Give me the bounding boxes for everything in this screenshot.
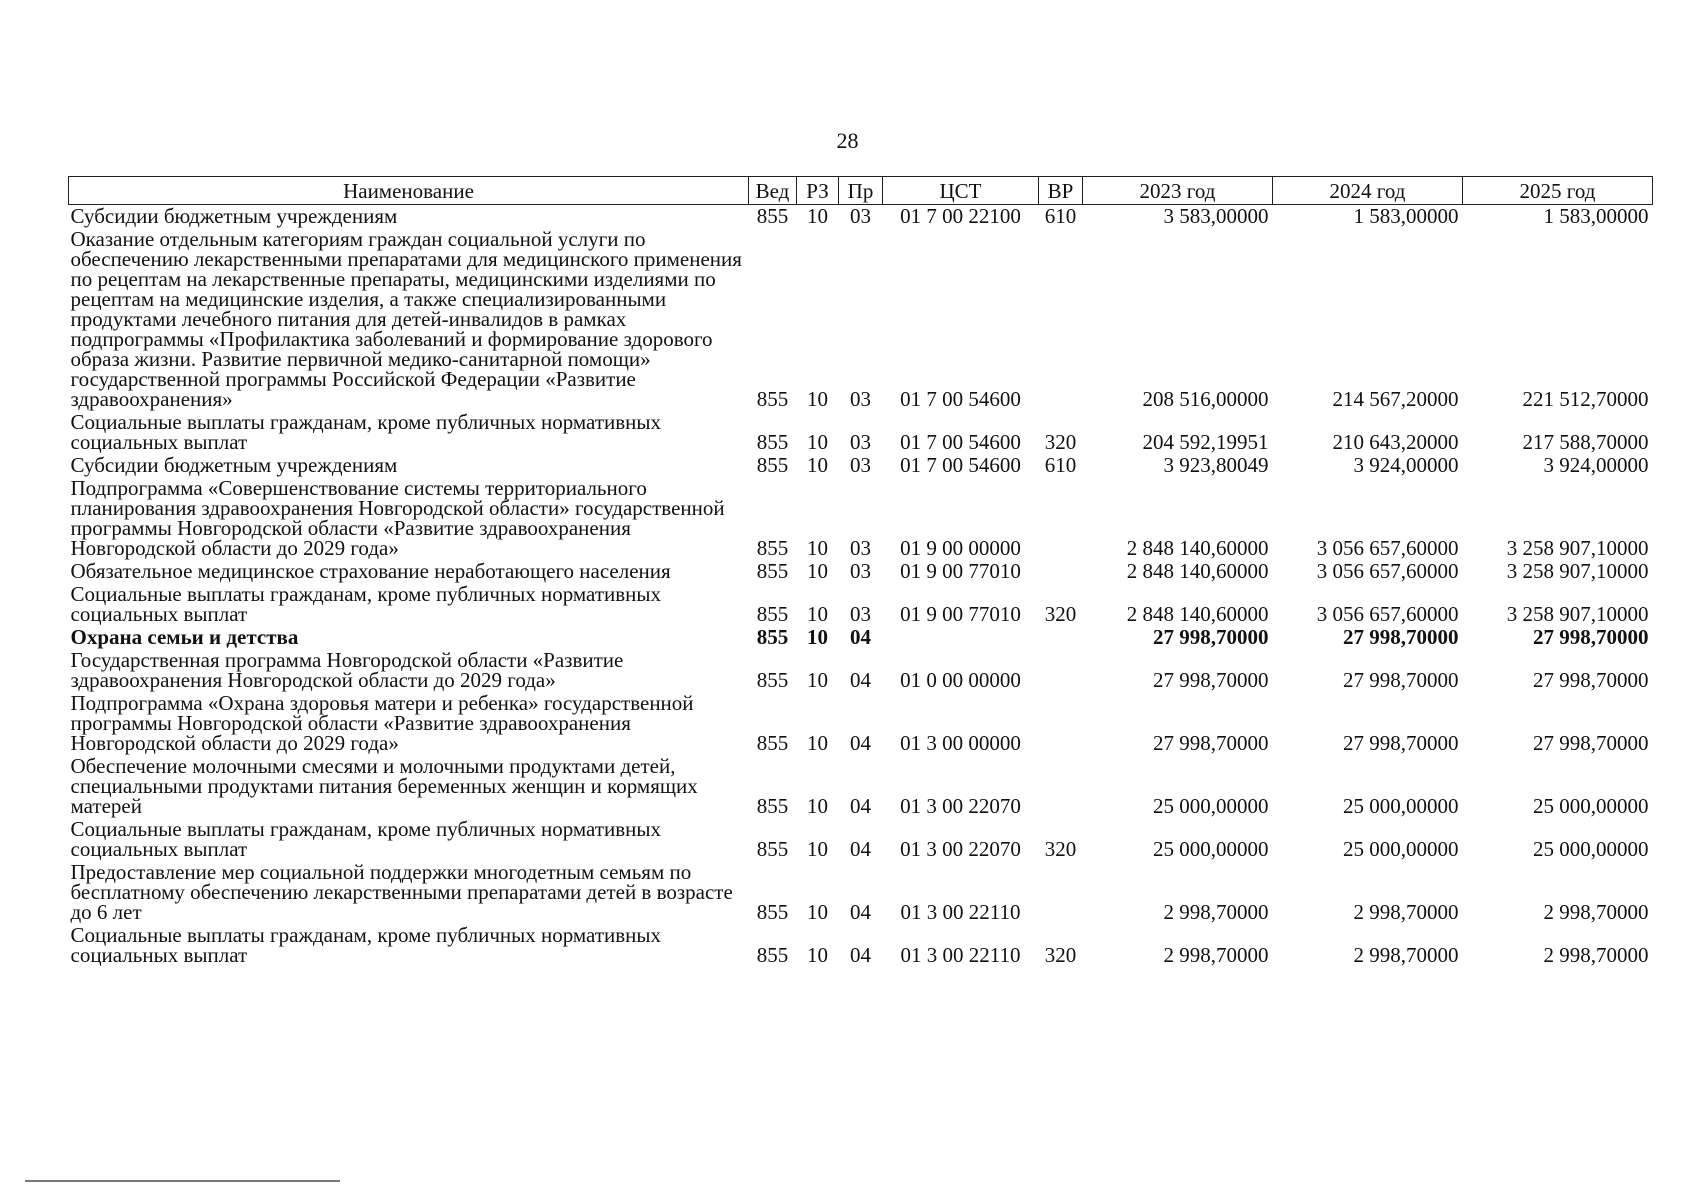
cell-name: Охрана семьи и детства (70, 625, 299, 649)
table-row (69, 560, 1653, 583)
cell-vr: 320 (1044, 837, 1077, 861)
header-2024: 2024 год (1273, 177, 1463, 205)
header-rz: РЗ (797, 177, 839, 205)
cell-y2024: 3 056 657,60000 (1316, 559, 1459, 583)
cell-cst: 01 3 00 22070 (900, 794, 1021, 818)
cell-cst: 01 9 00 00000 (900, 536, 1021, 560)
cell-y2025: 25 000,00000 (1533, 794, 1649, 818)
cell-y2024: 25 000,00000 (1343, 794, 1459, 818)
cell-y2025: 221 512,70000 (1522, 387, 1649, 411)
cell-rz: 10 (807, 731, 828, 755)
cell-y2024: 2 998,70000 (1353, 943, 1459, 967)
cell-rz: 10 (807, 387, 828, 411)
cell-y2024: 2 998,70000 (1353, 900, 1459, 924)
cell-ved: 855 (756, 430, 789, 454)
cell-pr: 04 (850, 837, 871, 861)
cell-pr: 04 (850, 900, 871, 924)
cell-ved: 855 (756, 559, 789, 583)
table-header-row (69, 177, 1653, 205)
header-ved: Вед (749, 177, 797, 205)
cell-y2024: 210 643,20000 (1332, 430, 1459, 454)
cell-y2023: 25 000,00000 (1153, 794, 1269, 818)
table-row (69, 411, 1653, 454)
cell-vr (1039, 649, 1083, 692)
cell-rz: 10 (807, 204, 828, 228)
cell-name: Субсидии бюджетным учреждениям (70, 204, 398, 228)
cell-rz: 10 (807, 625, 828, 649)
cell-rz: 10 (807, 559, 828, 583)
table-row (69, 454, 1653, 477)
cell-y2025: 217 588,70000 (1522, 430, 1649, 454)
cell-rz: 10 (807, 668, 828, 692)
cell-ved: 855 (756, 668, 789, 692)
cell-y2023: 204 592,19951 (1142, 430, 1269, 454)
cell-ved: 855 (756, 794, 789, 818)
cell-cst: 01 7 00 54600 (900, 387, 1021, 411)
cell-ved: 855 (756, 900, 789, 924)
cell-vr (1039, 477, 1083, 560)
cell-name: Оказание отдельным категориям граждан социальной услуги по обеспечению лекарственными препаратами для медицинского применения по рецептам на лекарственные препараты, медицинскими изделиями по рецептам на медицинские изделия, а также специализированными продуктами лечебного питания для детей-инвалидов в рамках подпрограммы «Профилактика заболеваний и формирование здорового образа жизни. Развитие первичной медико-санитарной помощи» государственной программы Российской Федерации «Развитие здравоохранения» (70, 227, 742, 411)
header-vr: ВР (1039, 177, 1083, 205)
cell-rz: 10 (807, 536, 828, 560)
cell-y2025: 3 258 907,10000 (1506, 536, 1649, 560)
cell-y2025: 2 998,70000 (1543, 900, 1649, 924)
cell-ved: 855 (756, 602, 789, 626)
cell-pr: 03 (850, 602, 871, 626)
cell-rz: 10 (807, 794, 828, 818)
header-cst: ЦСТ (883, 177, 1039, 205)
cell-name: Предоставление мер социальной поддержки многодетным семьям по бесплатному обеспечению лекарственными препаратами детей в возрасте до 6 лет (70, 860, 733, 924)
cell-y2024: 27 998,70000 (1343, 625, 1459, 649)
cell-name: Социальные выплаты гражданам, кроме публичных нормативных социальных выплат (70, 923, 662, 967)
cell-vr (1039, 626, 1083, 649)
cell-pr: 03 (850, 430, 871, 454)
cell-cst: 01 3 00 22110 (900, 943, 1021, 967)
cell-pr: 04 (850, 668, 871, 692)
cell-rz: 10 (807, 430, 828, 454)
table-row (69, 583, 1653, 626)
cell-ved: 855 (756, 731, 789, 755)
cell-y2024: 25 000,00000 (1343, 837, 1459, 861)
cell-y2025: 1 583,00000 (1543, 204, 1649, 228)
table-row (69, 861, 1653, 924)
header-pr: Пр (839, 177, 883, 205)
cell-vr (1039, 861, 1083, 924)
cell-vr: 610 (1044, 204, 1077, 228)
cell-y2023: 208 516,00000 (1142, 387, 1269, 411)
cell-vr (1039, 228, 1083, 411)
page-number: 28 (836, 128, 859, 153)
cell-pr: 03 (850, 559, 871, 583)
cell-y2023: 2 848 140,60000 (1126, 559, 1269, 583)
cell-cst: 01 9 00 77010 (900, 602, 1021, 626)
cell-y2024: 214 567,20000 (1332, 387, 1459, 411)
cell-pr: 04 (850, 943, 871, 967)
cell-y2025: 27 998,70000 (1533, 668, 1649, 692)
cell-y2024: 3 924,00000 (1353, 453, 1459, 477)
cell-y2025: 3 258 907,10000 (1506, 559, 1649, 583)
cell-rz: 10 (807, 943, 828, 967)
cell-name: Субсидии бюджетным учреждениям (70, 453, 398, 477)
cell-y2025: 27 998,70000 (1533, 625, 1649, 649)
cell-name: Социальные выплаты гражданам, кроме публичных нормативных социальных выплат (70, 817, 662, 861)
table-row (69, 477, 1653, 560)
cell-y2024: 27 998,70000 (1343, 668, 1459, 692)
cell-ved: 855 (756, 204, 789, 228)
cell-rz: 10 (807, 453, 828, 477)
cell-name: Социальные выплаты гражданам, кроме публичных нормативных социальных выплат (70, 410, 662, 454)
cell-y2024: 1 583,00000 (1353, 204, 1459, 228)
cell-y2023: 2 848 140,60000 (1126, 602, 1269, 626)
cell-y2023: 25 000,00000 (1153, 837, 1269, 861)
cell-rz: 10 (807, 602, 828, 626)
cell-y2023: 3 583,00000 (1163, 204, 1269, 228)
cell-y2025: 25 000,00000 (1533, 837, 1649, 861)
cell-name: Государственная программа Новгородской области «Развитие здравоохранения Новгородской области до 2029 года» (70, 648, 624, 692)
header-2025: 2025 год (1463, 177, 1653, 205)
cell-rz: 10 (807, 837, 828, 861)
cell-pr: 03 (850, 453, 871, 477)
cell-y2023: 2 998,70000 (1163, 943, 1269, 967)
cell-vr (1039, 560, 1083, 583)
cell-vr: 610 (1044, 453, 1077, 477)
cell-cst: 01 7 00 54600 (900, 430, 1021, 454)
cell-cst: 01 7 00 22100 (900, 204, 1021, 228)
scan-artifact-line (25, 1180, 340, 1182)
table-row (69, 924, 1653, 967)
table-row (69, 692, 1653, 755)
cell-ved: 855 (756, 536, 789, 560)
cell-pr: 04 (850, 794, 871, 818)
cell-pr: 03 (850, 204, 871, 228)
cell-y2025: 27 998,70000 (1533, 731, 1649, 755)
budget-table (68, 176, 1653, 967)
table-row (69, 228, 1653, 411)
cell-y2023: 2 848 140,60000 (1126, 536, 1269, 560)
header-2023: 2023 год (1083, 177, 1273, 205)
cell-y2025: 2 998,70000 (1543, 943, 1649, 967)
cell-pr: 03 (850, 536, 871, 560)
cell-y2025: 3 258 907,10000 (1506, 602, 1649, 626)
cell-pr: 04 (850, 731, 871, 755)
cell-y2023: 27 998,70000 (1153, 625, 1269, 649)
cell-vr (1039, 692, 1083, 755)
table-row (69, 626, 1653, 649)
cell-cst: 01 0 00 00000 (900, 668, 1021, 692)
cell-y2023: 27 998,70000 (1153, 668, 1269, 692)
cell-y2025: 3 924,00000 (1543, 453, 1649, 477)
cell-y2024: 3 056 657,60000 (1316, 602, 1459, 626)
cell-vr: 320 (1044, 943, 1077, 967)
cell-y2024: 3 056 657,60000 (1316, 536, 1459, 560)
cell-y2024: 27 998,70000 (1343, 731, 1459, 755)
cell-pr: 04 (850, 625, 871, 649)
header-name: Наименование (69, 177, 749, 205)
cell-y2023: 3 923,80049 (1163, 453, 1269, 477)
cell-rz: 10 (807, 900, 828, 924)
cell-name: Обязательное медицинское страхование неработающего населения (70, 559, 671, 583)
table-row (69, 649, 1653, 692)
cell-y2023: 2 998,70000 (1163, 900, 1269, 924)
cell-vr: 320 (1044, 430, 1077, 454)
cell-name: Подпрограмма «Совершенствование системы территориального планирования здравоохранения Новгородской области» государственной программы Новгородской области «Развитие здравоохранения Новгородской области до 2029 года» (70, 476, 725, 560)
cell-cst: 01 3 00 22110 (900, 900, 1021, 924)
cell-vr: 320 (1044, 602, 1077, 626)
cell-ved: 855 (756, 837, 789, 861)
table-row (69, 755, 1653, 818)
cell-cst: 01 3 00 22070 (900, 837, 1021, 861)
cell-ved: 855 (756, 943, 789, 967)
cell-name: Обеспечение молочными смесями и молочными продуктами детей, специальными продуктами питания беременных женщин и кормящих матерей (70, 754, 698, 818)
cell-ved: 855 (756, 387, 789, 411)
table-row (69, 205, 1653, 229)
cell-vr (1039, 755, 1083, 818)
cell-name: Социальные выплаты гражданам, кроме публичных нормативных социальных выплат (70, 582, 662, 626)
cell-cst (883, 626, 1039, 649)
cell-name: Подпрограмма «Охрана здоровья матери и ребенка» государственной программы Новгородской области «Развитие здравоохранения Новгородской области до 2029 года» (70, 691, 694, 755)
cell-cst: 01 9 00 77010 (900, 559, 1021, 583)
cell-pr: 03 (850, 387, 871, 411)
cell-ved: 855 (756, 625, 789, 649)
table-body (69, 205, 1653, 968)
cell-ved: 855 (756, 453, 789, 477)
cell-cst: 01 7 00 54600 (900, 453, 1021, 477)
cell-cst: 01 3 00 00000 (900, 731, 1021, 755)
table-row (69, 818, 1653, 861)
cell-y2023: 27 998,70000 (1153, 731, 1269, 755)
